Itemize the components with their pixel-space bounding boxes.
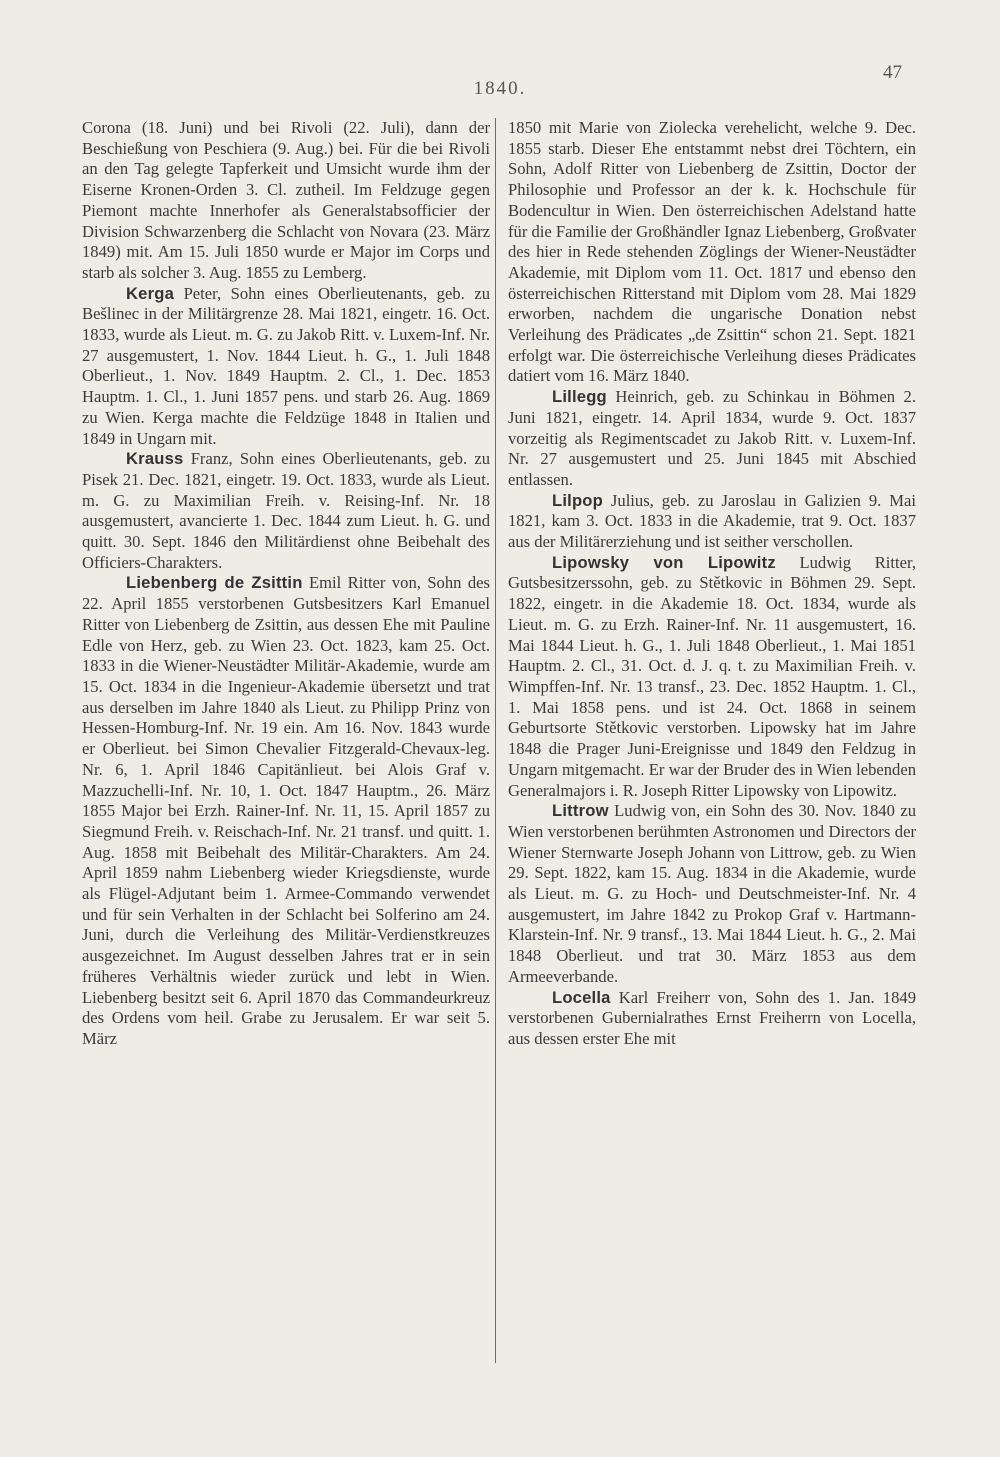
entry-lillegg: [508, 387, 916, 491]
entry-text: Karl Freiherr von, Sohn des 1. Jan. 1849 verstorbenen Gubernialrathes Ernst Freiherrn von Locella, aus dessen erster Ehe mit: [508, 987, 916, 1048]
column-divider: [495, 118, 496, 1363]
right-column: [508, 118, 916, 1050]
entry-text: Julius, geb. zu Jaroslau in Galizien 9. Mai 1821, kam 3. Oct. 1833 in die Akademie, trat 9. Oct. 1837 aus der Militärerziehung und ist seither verschollen.: [508, 490, 916, 552]
entry-name: Liebenberg de Zsittin: [126, 573, 303, 593]
running-header-year: 1840.: [473, 78, 527, 99]
entry-text: Emil Ritter von, Sohn des 22. April 1855 verstorbenen Gutsbesitzers Karl Emanuel Ritter von Liebenberg de Zsittin, aus dessen Ehe mit Pauline Edle von Herz, geb. zu Wien 23. Oct. 1823, kam 25. Oct. 1833 in die Wiener-Neustädter Militär-Akademie, wurde am 15. Oct. 1834 in die Ingenieur-Akademie übersetzt und trat aus derselben im Jahre 1840 als Lieut. zu Philipp Prinz von Hessen-Homburg-Inf. Nr. 19 ein. Am 16. Nov. 1843 wurde er Oberlieut. bei Simon Chevalier Fitzgerald-Chevaux-leg. Nr. 6, 1. April 1846 Capitänlieut. bei Alois Graf v. Mazzuchelli-Inf. Nr. 10, 1. Oct. 1847 Hauptm., 26. März 1855 Major bei Erzh. Rainer-Inf. Nr. 11, 15. April 1857 zu Siegmund Freih. v. Reischach-Inf. Nr. 21 transf. und quitt. 1. Aug. 1858 mit Beibehalt des Militär-Charakters. Am 24. April 1859 nahm Liebenberg wieder Kriegsdienste, wurde als Flügel-Adjutant beim 1. Armee-Commando verwendet und für sein Verhalten in der Schlacht bei Solferino am 24. Juni, durch die Verleihung des Militär-Verdienstkreuzes ausgezeichnet. Im August desselben Jahres trat er in sein früheres Verhältnis wieder zurück und lebt in Wien. Liebenberg besitzt seit 6. April 1870 das Commandeurkreuz des Ordens vom heil. Grabe zu Jerusalem. Er war seit 5. März: [82, 573, 490, 1048]
entry-name: Krauss: [126, 449, 184, 469]
entry-locella: [508, 988, 916, 1050]
entry-name: Lipowsky von Lipowitz: [552, 552, 776, 572]
entry-lipowsky: [508, 553, 916, 801]
entry-text: Ludwig von, ein Sohn des 30. Nov. 1840 zu Wien verstorbenen berühmten Astronomen und Directors der Wiener Sternwarte Joseph Johann von Littrow, geb. zu Wien 29. Sept. 1822, kam 15. Aug. 1834 in die Akademie, wurde als Lieut. m. G. zu Hoch- und Deutschmeister-Inf. Nr. 4 ausgemustert, im Jahre 1842 zu Prokop Graf v. Hartmann-Klarstein-Inf. Nr. 9 transf., 13. Mai 1844 Lieut. h. G., 2. Mai 1848 Oberlieut. und trat 30. März 1853 aus dem Armeeverbande.: [508, 801, 916, 986]
left-column: [82, 118, 490, 1050]
entry-continuation: [508, 118, 916, 387]
page-number: 47: [883, 62, 902, 83]
entry-text: Corona (18. Juni) und bei Rivoli (22. Juli), dann der Beschießung von Peschiera (9. Aug.) bei. Für die bei Rivoli an den Tag gelegte Tapferkeit und Umsicht wurde ihm der Eiserne Kronen-Orden 3. Cl. zutheil. Im Feldzuge gegen Piemont machte Innerhofer als Generalstabsofficier der Division Schwarzenberg die Schlacht von Novara (23. März 1849) mit. Am 15. Juli 1850 wurde er Major im Corps und starb als solcher 3. Aug. 1855 zu Lemberg.: [82, 118, 490, 282]
entry-name: Lilpop: [552, 490, 603, 510]
entry-littrow: [508, 801, 916, 987]
entry-name: Lillegg: [552, 387, 607, 407]
entry-kerga: [82, 284, 490, 450]
entry-text: Franz, Sohn eines Oberlieutenants, geb. zu Pisek 21. Dec. 1821, eingetr. 19. Oct. 1833, wurde als Lieut. m. G. zu Maximilian Freih. v. Reising-Inf. Nr. 18 ausgemustert, avancierte 1. Dec. 1844 zum Lieut. h. G. und quitt. 30. Sept. 1846 den Militärdienst ohne Beibehalt des Officiers-Charakters.: [82, 449, 490, 572]
entry-continuation: [82, 118, 490, 284]
entry-lilpop: [508, 491, 916, 553]
entry-name: Kerga: [126, 283, 175, 303]
entry-text: Ludwig Ritter, Gutsbesitzerssohn, geb. zu Stětkovic in Böhmen 29. Sept. 1822, eingetr. in die Akademie 18. Oct. 1834, wurde als Lieut. m. G. zu Erzh. Rainer-Inf. Nr. 11 ausgemustert, 16. Mai 1844 Lieut. h. G., 1. Juli 1848 Oberlieut., 1. Mai 1851 Hauptm. 2. Cl., 31. Oct. d. J. q. t. zu Maximilian Freih. v. Wimpffen-Inf. Nr. 13 transf., 23. Dec. 1852 Hauptm. 1. Cl., 1. Mai 1858 pens. und ist 24. Oct. 1868 in seinem Geburtsorte Stětkovic verstorben. Lipowsky hat im Jahre 1848 die Prager Juni-Ereignisse und 1849 den Feldzug in Ungarn mitgemacht. Er war der Bruder des in Wien lebenden Generalmajors i. R. Joseph Ritter Lipowsky von Lipowitz.: [508, 552, 916, 800]
entry-name: Locella: [552, 987, 611, 1007]
entry-text: Peter, Sohn eines Oberlieutenants, geb. zu Bešlinec in der Militärgrenze 28. Mai 1821, eingetr. 16. Oct. 1833, wurde als Lieut. m. G. zu Jakob Ritt. v. Luxem-Inf. Nr. 27 ausgemustert, 1. Nov. 1844 Lieut. h. G., 1. Juli 1848 Oberlieut., 1. Nov. 1849 Hauptm. 2. Cl., 1. Dec. 1853 Hauptm. 1. Cl., 1. Juni 1857 pens. und starb 26. Aug. 1869 zu Wien. Kerga machte die Feldzüge 1848 in Italien und 1849 in Ungarn mit.: [82, 283, 490, 448]
entry-krauss: [82, 449, 490, 573]
entry-liebenberg: [82, 573, 490, 1049]
entry-name: Littrow: [552, 801, 609, 821]
entry-text: 1850 mit Marie von Ziolecka verehelicht, welche 9. Dec. 1855 starb. Dieser Ehe entstammt nebst drei Töchtern, ein Sohn, Adolf Ritter von Liebenberg de Zsittin, Doctor der Philosophie und Professor an der k. k. Hochschule für Bodencultur in Wien. Den österreichischen Adelstand hatte für die Familie der Großhändler Ignaz Liebenberg, Großvater des hier in Rede stehenden Zöglings der Wiener-Neustädter Akademie, mit Diplom vom 11. Oct. 1817 und ebenso den österreichischen Ritterstand mit Diplom vom 28. Mai 1829 erworben, nachdem die ungarische Donation nebst Verleihung des Prädicates „de Zsittin“ schon 21. Sept. 1821 erfolgt war. Die österreichische Verleihung dieses Prädicates datiert vom 16. März 1840.: [508, 118, 916, 386]
entry-text: Heinrich, geb. zu Schinkau in Böhmen 2. Juni 1821, eingetr. 14. April 1834, wurde 9. Oct. 1837 vorzeitig als Regimentscadet zu Jakob Ritt. v. Luxem-Inf. Nr. 27 ausgemustert und 25. Juni 1845 mit Abschied entlassen.: [508, 387, 916, 489]
